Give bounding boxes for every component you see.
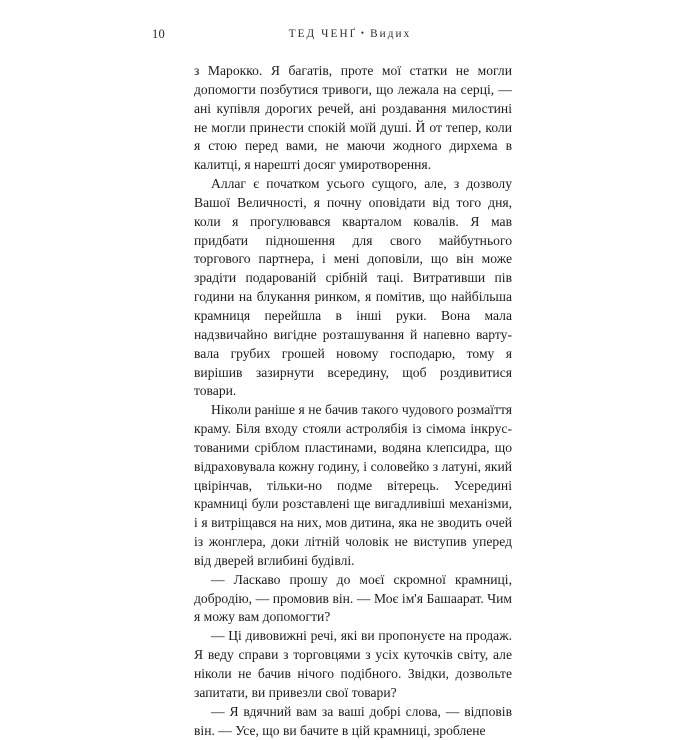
- body-text-block: [194, 62, 512, 740]
- running-head-author: ТЕД ЧЕНҐ: [288, 28, 357, 40]
- paragraph: Аллаг є початком усього сущого, але, з дозволу Вашої Величності, я почну оповідати від того дня, коли я прогулювався кварталом ковалів. Я мав придбати підношення для свого майбутнього торгового партнера, і мені доповіли, що він може зрадіти подарованій срібній таці. Витративши пів години на блукання ринком, я помітив, що найбільша крамниця перейшла в інші руки. Вона мала надзвичайно вигідне розташування й напевно вартувала грубих грошей новому господарю, тому я вирішив зазирнути всередину, щоб роздивитися товари.: [194, 176, 512, 399]
- running-head: [0, 26, 700, 42]
- paragraph: Ніколи раніше я не бачив такого чудового розмаїття краму. Біля входу стояли астролябія із сімома інкрустованими сріблом пластинами, водяна клепсидра, що відраховувала кожну годину, і соловейко з латуні, який цвірінчав, тільки-но подме вітерець. Усередині крамниці були розставлені ще вигадливіші механізми, і я витріщався на них, мов дитина, яка не зводить очей із жонглера, доки літній чоловік не виступив уперед від дверей вглибині будівлі.: [194, 402, 512, 568]
- page-number: 10: [152, 27, 165, 41]
- running-head-book-title: Видих: [370, 28, 412, 40]
- running-head-separator-icon: •: [360, 28, 367, 38]
- paragraph: — Ці дивовижні речі, які ви пропонуєте на продаж. Я веду справи з торговцями з усіх куточків світу, але ніколи не бачив нічого подібного. Звідки, дозвольте запитати, ви привезли свої товари?: [194, 628, 512, 700]
- paragraph: — Я вдячний вам за ваші добрі слова, — відповів він. — Усе, що ви бачите в цій крамниці, зроблене: [194, 703, 512, 738]
- paragraph: — Ласкаво прошу до моєї скромної крамниці, добродію, — промовив він. — Моє ім'я Башаарат. Чим я можу вам допомогти?: [194, 571, 512, 625]
- running-head-center: [0, 26, 700, 42]
- paragraph: з Марокко. Я багатів, проте мої статки не могли допомогти позбутися тривоги, що лежала на серці, — ані купівля дорогих речей, ані роздавання милостині не могли принести спокій моїй душі. Й от тепер, коли я стою перед вами, не маючи жодного дирхема в калитці, я нарешті досяг умиротворення.: [194, 63, 512, 173]
